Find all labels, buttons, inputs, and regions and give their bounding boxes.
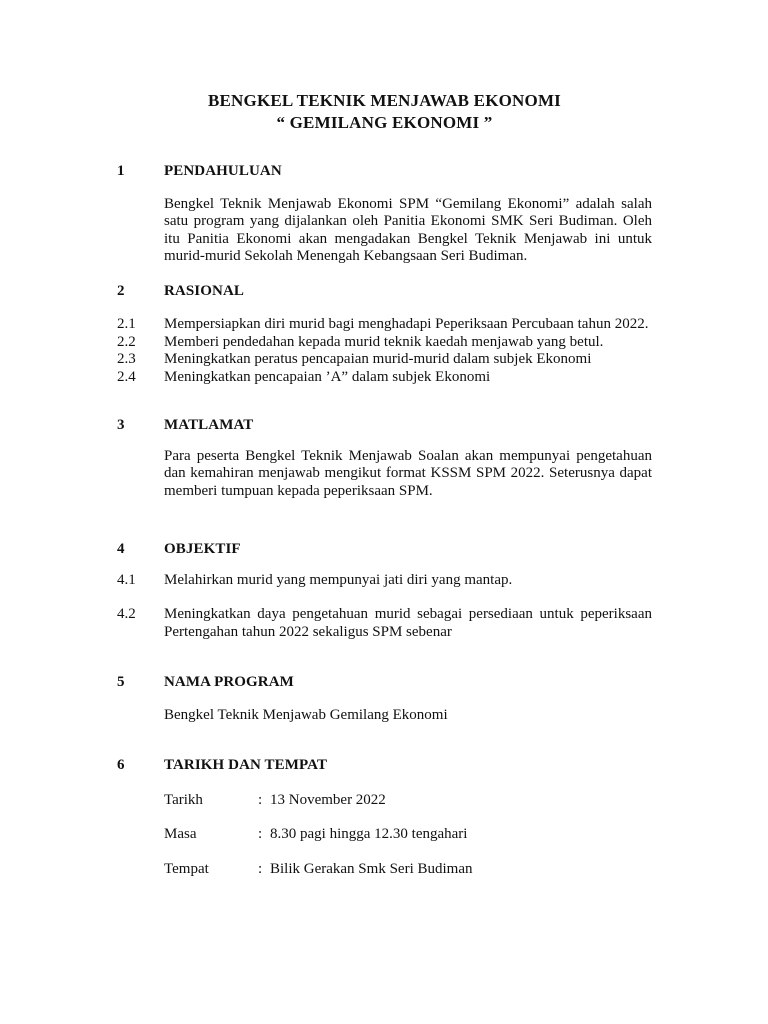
item-number: 2.2 [117, 333, 136, 350]
section-heading: MATLAMAT [164, 417, 254, 433]
detail-row-tempat [117, 861, 652, 879]
section-number: 1 [117, 163, 125, 179]
detail-value: 8.30 pagi hingga 12.30 tengahari [270, 826, 468, 842]
section-heading: RASIONAL [164, 282, 244, 299]
colon-separator: : [258, 791, 263, 808]
section-matlamat [117, 417, 652, 500]
document-title [117, 90, 652, 134]
section-paragraph: Bengkel Teknik Menjawab Ekonomi SPM “Gemilang Ekonomi” adalah salah satu program yang dijalankan oleh Panitia Ekonomi SMK Seri Budiman. Oleh itu Panitia Ekonomi akan mengadakan Bengkel Teknik Menjawab ini untuk murid-murid Sekolah Menengah Kebangsaan Seri Budiman. [164, 195, 652, 264]
section-heading: NAMA PROGRAM [164, 674, 294, 690]
colon-separator: : [258, 860, 263, 877]
item-text: Mempersiapkan diri murid bagi menghadapi Peperiksaan Percubaan tahun 2022. [164, 316, 649, 332]
section-nama-program [117, 674, 652, 724]
section-tarikh-dan-tempat [117, 757, 652, 878]
section-number: 4 [117, 541, 125, 557]
item-text: Melahirkan murid yang mempunyai jati diri yang mantap. [164, 571, 513, 588]
document-title-line1: BENGKEL TEKNIK MENJAWAB EKONOMI [207, 91, 562, 110]
numbered-item [117, 572, 652, 590]
detail-value: 13 November 2022 [270, 791, 386, 808]
colon-separator: : [258, 826, 263, 842]
detail-label: Masa [164, 826, 197, 842]
detail-row-masa [117, 826, 652, 844]
section-heading: OBJEKTIF [164, 541, 241, 557]
section-heading: TARIKH DAN TEMPAT [164, 757, 328, 773]
item-text: Meningkatkan peratus pencapaian murid-murid dalam subjek Ekonomi [164, 351, 592, 367]
numbered-item [117, 369, 652, 387]
numbered-item [117, 316, 652, 334]
item-number: 2.4 [117, 368, 136, 385]
item-number: 2.1 [117, 316, 136, 332]
detail-row-tarikh [117, 792, 652, 810]
item-number: 4.1 [117, 571, 136, 588]
section-heading: PENDAHULUAN [164, 163, 282, 179]
section-paragraph: Para peserta Bengkel Teknik Menjawab Soalan akan mempunyai pengetahuan dan kemahiran menjawab mengikut format KSSM SPM 2022. Seterusnya dapat memberi tumpuan kepada peperiksaan SPM. [164, 447, 652, 499]
item-number: 2.3 [117, 351, 136, 367]
numbered-item [117, 334, 652, 352]
section-rasional [117, 283, 652, 387]
document-title-line2: “ GEMILANG EKONOMI ” [276, 113, 493, 132]
section-number: 6 [117, 757, 125, 773]
item-number: 4.2 [117, 606, 136, 622]
item-text: Meningkatkan pencapaian ’A” dalam subjek Ekonomi [164, 368, 491, 385]
section-number: 3 [117, 417, 125, 433]
detail-label: Tarikh [164, 791, 203, 808]
numbered-item [117, 351, 652, 369]
numbered-item [117, 606, 652, 641]
item-text: Meningkatkan daya pengetahuan murid sebagai persediaan untuk peperiksaan Pertengahan tahun 2022 sekaligus SPM sebenar [164, 606, 652, 640]
section-number: 2 [117, 282, 125, 299]
numbered-item-list [117, 316, 652, 386]
detail-value: Bilik Gerakan Smk Seri Budiman [270, 860, 473, 877]
item-text: Memberi pendedahan kepada murid teknik kaedah menjawab yang betul. [164, 333, 604, 350]
section-pendahuluan [117, 163, 652, 266]
section-number: 5 [117, 674, 125, 690]
section-paragraph: Bengkel Teknik Menjawab Gemilang Ekonomi [164, 706, 448, 723]
section-objektif [117, 541, 652, 641]
detail-label: Tempat [164, 860, 209, 877]
